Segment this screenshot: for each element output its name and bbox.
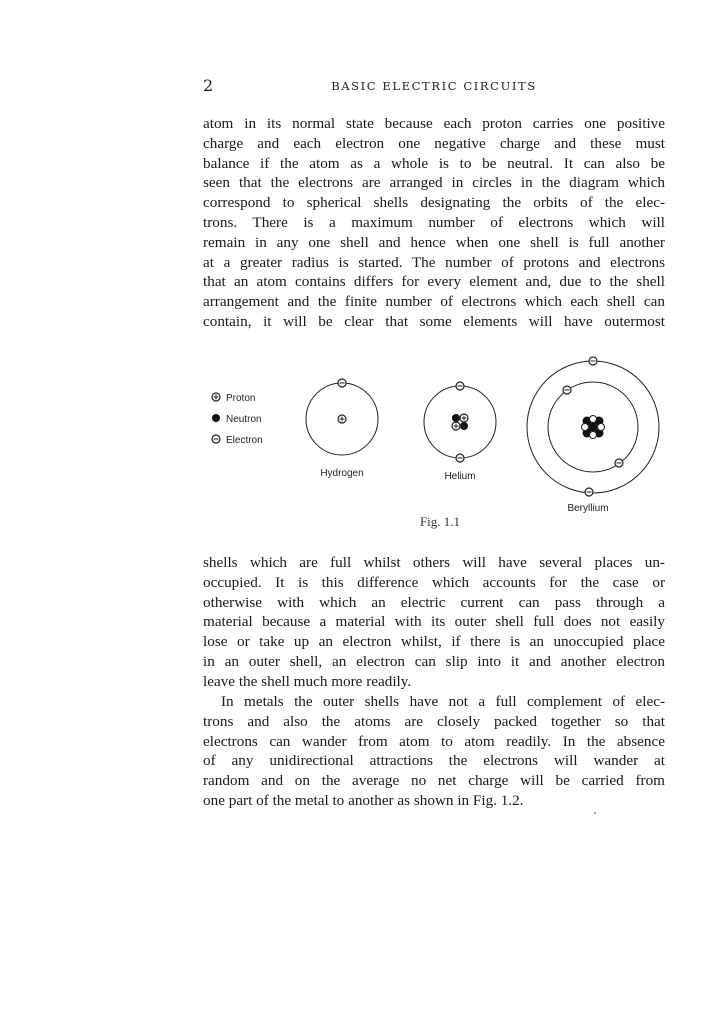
helium-label: Helium xyxy=(444,471,476,482)
text-line: atom in its normal state because each proton carries one positive xyxy=(203,115,665,132)
text-line: random and on the average no net charge will be carried from xyxy=(203,772,665,790)
text-line: lose or take up an electron whilst, if there is an unoccupied place xyxy=(203,633,665,651)
text-line: electrons can wander from atom to atom readily. In the absence xyxy=(203,732,665,750)
text-line: arrangement and the finite number of electrons which each shell can xyxy=(203,293,665,311)
text-line: occupied. It is this difference which accounts for the case or xyxy=(203,573,665,591)
text-line: in an outer shell, an electron can slip into it and another electron xyxy=(203,652,665,670)
figure-1-1 xyxy=(200,340,670,540)
text-line: of any unidirectional attractions the electrons will wander at xyxy=(203,752,665,770)
electron-icon xyxy=(338,379,346,387)
text-line: that an atom contains differs for every element and, due to the shell xyxy=(203,273,665,291)
text-line: trons and also the atoms are closely packed together so that xyxy=(203,712,665,730)
paragraph-2 xyxy=(203,553,665,692)
paragraph-3 xyxy=(203,692,665,811)
text-line: correspond to spherical shells designating the orbits of the elec- xyxy=(203,194,665,212)
beryllium-label: Beryllium xyxy=(567,503,609,514)
running-head: BASIC ELECTRIC CIRCUITS xyxy=(331,79,537,93)
proton-legend-icon xyxy=(212,393,220,401)
helium-atom xyxy=(424,382,496,482)
text-line: one part of the metal to another as shown in Fig. 1.2. xyxy=(203,791,524,809)
text-line: In metals the outer shells have not a full complement of elec- xyxy=(221,693,665,710)
electron-legend-icon xyxy=(212,435,220,443)
text-line: seen that the electrons are arranged in circles in the diagram which xyxy=(203,174,665,192)
legend-electron-label: Electron xyxy=(226,435,263,446)
page-number: 2 xyxy=(203,76,214,95)
electron-icon xyxy=(585,488,593,496)
neutron-legend-icon xyxy=(212,414,220,422)
electron-icon xyxy=(456,382,464,390)
text-line: charge and each electron one negative charge and these must xyxy=(203,134,665,152)
scan-speck xyxy=(594,812,596,814)
text-line: balance if the atom as a whole is to be neutral. It can also be xyxy=(203,154,665,172)
electron-icon xyxy=(563,386,571,394)
text-line: contain, it will be clear that some elements will have outermost xyxy=(203,312,665,330)
figure-caption: Fig. 1.1 xyxy=(419,514,461,529)
paragraph-1 xyxy=(203,114,665,332)
beryllium-atom xyxy=(527,357,659,514)
atom-diagram xyxy=(200,340,670,540)
text-line: shells which are full whilst others will have several places un- xyxy=(203,554,665,571)
electron-icon xyxy=(615,459,623,467)
text-line: at a greater radius is started. The number of protons and electrons xyxy=(203,253,665,271)
hydrogen-atom xyxy=(306,379,378,479)
legend-proton-label: Proton xyxy=(226,393,256,404)
legend-neutron-label: Neutron xyxy=(226,414,262,425)
electron-icon xyxy=(589,357,597,365)
text-line: otherwise with which an electric current can pass through a xyxy=(203,593,665,611)
page-header xyxy=(203,76,665,98)
text-line: trons. There is a maximum number of electrons which will xyxy=(203,213,665,231)
text-line: remain in any one shell and hence when one shell is full another xyxy=(203,233,665,251)
text-line: material because a material with its outer shell full does not easily xyxy=(203,613,665,631)
proton-icon xyxy=(338,415,346,423)
electron-icon xyxy=(456,454,464,462)
helium-nucleus xyxy=(452,414,468,430)
legend xyxy=(212,393,263,446)
beryllium-nucleus xyxy=(582,416,605,439)
hydrogen-label: Hydrogen xyxy=(320,468,364,479)
text-line: leave the shell much more readily. xyxy=(203,672,412,690)
